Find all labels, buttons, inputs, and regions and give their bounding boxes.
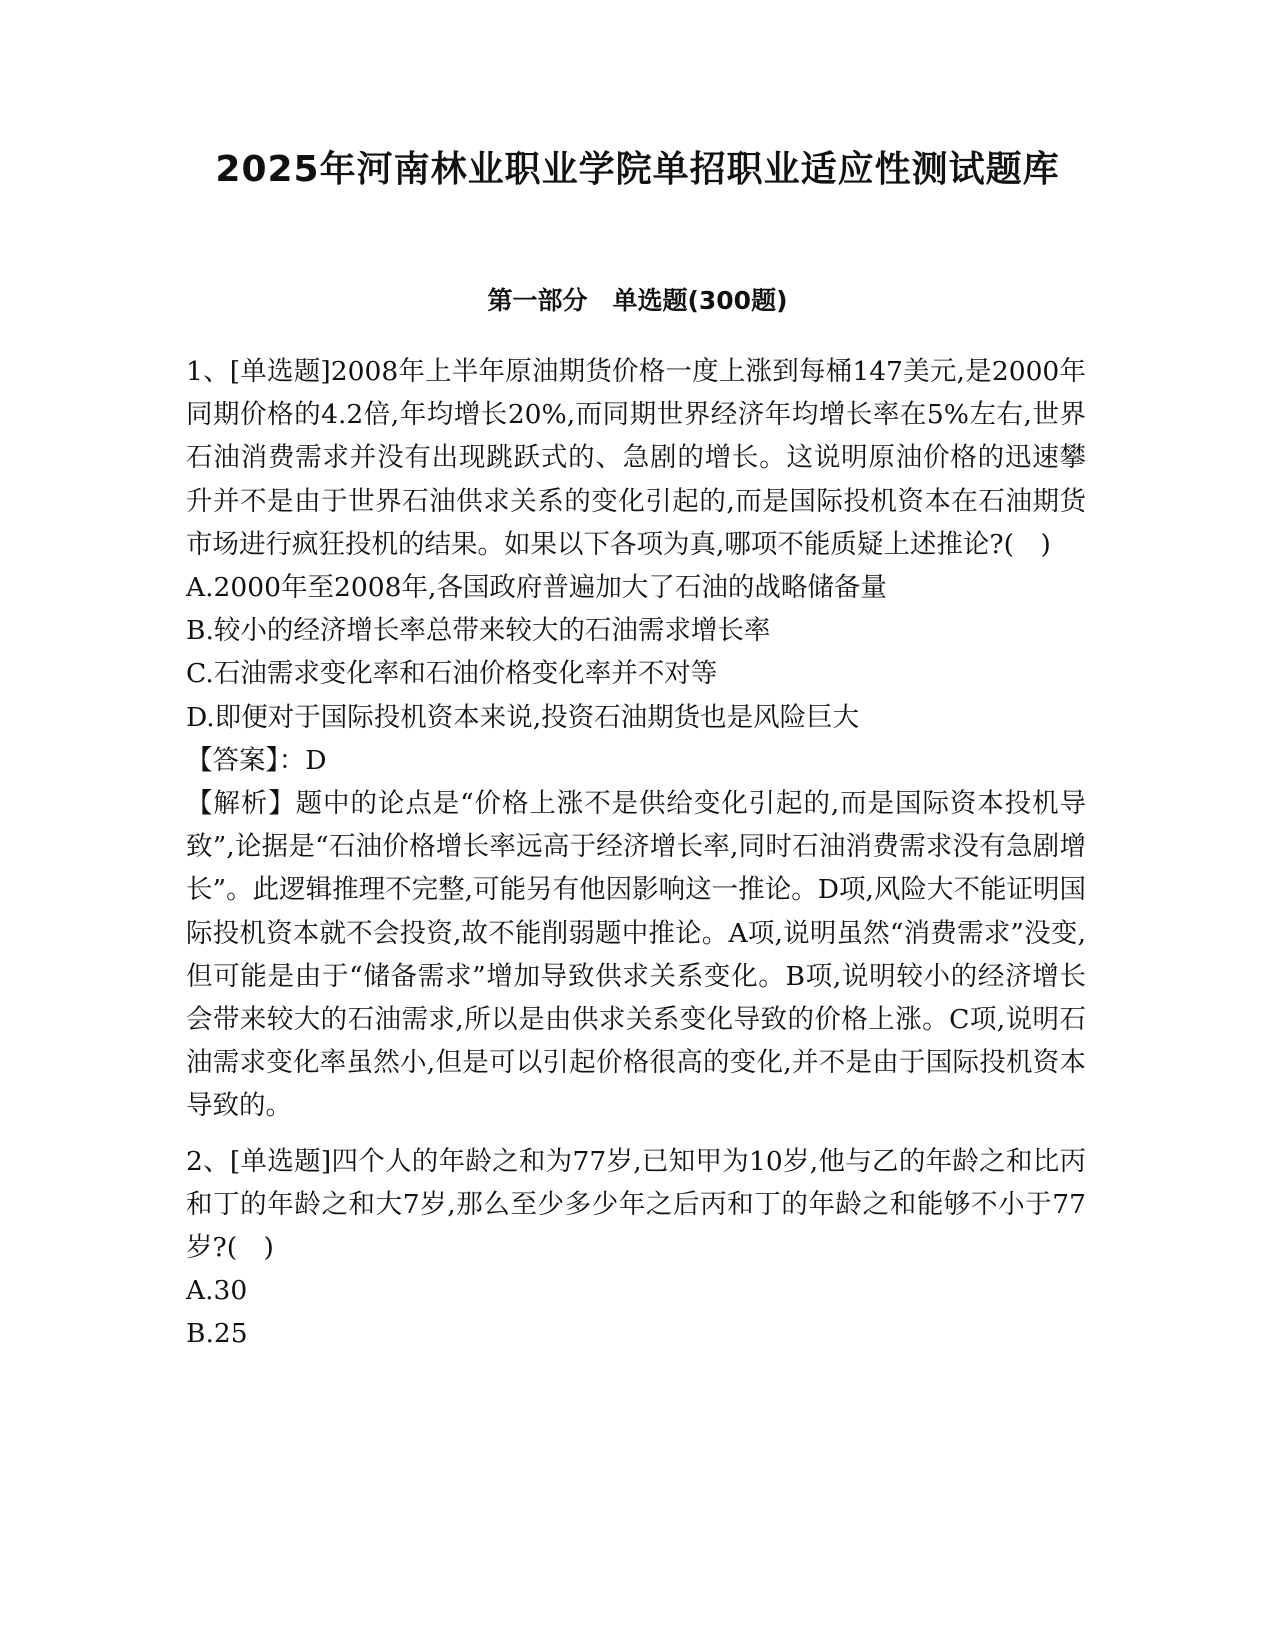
question-1-option-d: D.即便对于国际投机资本来说,投资石油期货也是风险巨大 — [186, 701, 860, 733]
question-1-stem: 1、[单选题]2008年上半年原油期货价格一度上涨到每桶147美元,是2000年同期价格的4.2倍,年均增长20%,而同期世界经济年均增长率在5%左右,世界石油消费需求并没有出现跳跃式的、急剧的增长。这说明原油价格的迅速攀升并不是由于世界石油供求关系的变化引起的,而是国际投机资本在石油期货市场进行疯狂投机的结果。如果以下各项为真,哪项不能质疑上述推论?( ) — [186, 356, 1086, 560]
question-2-option-a: A.30 — [186, 1275, 248, 1307]
section-heading: 第一部分 单选题(300题) — [487, 286, 788, 315]
question-list — [186, 350, 1086, 1356]
question-1-option-b: B.较小的经济增长率总带来较大的石油需求增长率 — [186, 615, 771, 647]
question-1-answer: 【答案】：D — [186, 744, 327, 776]
question-1-option-c: C.石油需求变化率和石油价格变化率并不对等 — [186, 658, 718, 690]
question-2-stem: 2、[单选题]四个人的年龄之和为77岁,已知甲为10岁,他与乙的年龄之和比丙和丁的年龄之和大7岁,那么至少多少年之后丙和丁的年龄之和能够不小于77岁?( ) — [186, 1145, 1086, 1264]
question-2 — [186, 1140, 1086, 1356]
question-2-option-b: B.25 — [186, 1318, 248, 1350]
question-1 — [186, 350, 1086, 1128]
question-1-analysis: 【解析】题中的论点是“价格上涨不是供给变化引起的,而是国际资本投机导致”,论据是“石油价格增长率远高于经济增长率,同时石油消费需求没有急剧增长”。此逻辑推理不完整,可能另有他因影响这一推论。D项,风险大不能证明国际投机资本就不会投资,故不能削弱题中推论。A项,说明虽然“消费需求”没变,但可能是由于“储备需求”增加导致供求关系变化。B项,说明较小的经济增长会带来较大的石油需求,所以是由供求关系变化导致的价格上涨。C项,说明石油需求变化率虽然小,但是可以引起价格很高的变化,并不是由于国际投机资本导致的。 — [186, 788, 1086, 1122]
question-1-option-a: A.2000年至2008年,各国政府普遍加大了石油的战略储备量 — [186, 572, 887, 604]
document-title: 2025年河南林业职业学院单招职业适应性测试题库 — [215, 149, 1060, 190]
